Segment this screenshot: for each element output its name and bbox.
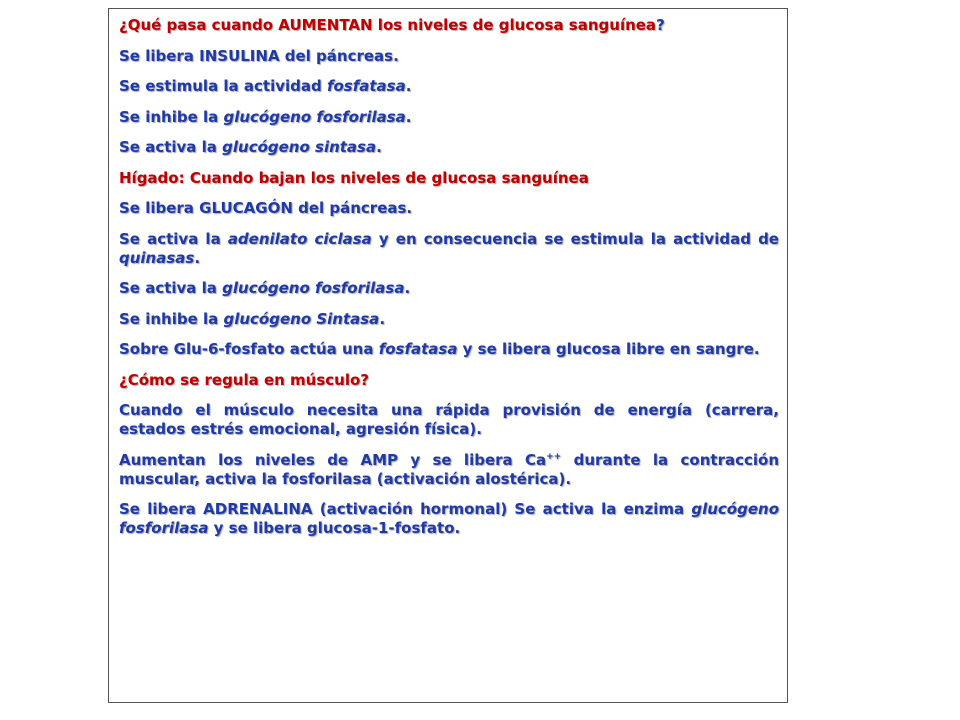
aumentan-line-3-em: glucógeno fosforilasa [223,107,406,126]
higado-line-3 [119,279,779,298]
musculo-line-2-pre: Aumentan los niveles de AMP y se libera Ca [119,450,547,469]
aumentan-line-2-pre: Se estimula la actividad [119,77,327,95]
higado-line-2-em2: quinasas [119,248,195,267]
higado-line-5 [119,340,779,359]
higado-line-5-post: y se libera glucosa libre en sangre. [457,340,760,358]
higado-line-2-pre: Se activa la [119,229,228,248]
musculo-line-2 [119,451,779,489]
higado-line-4-em: glucógeno Sintasa [223,309,380,328]
higado-line-2-mid: y en consecuencia se estimula la actividad de [371,229,779,248]
aumentan-line-4-post: . [376,138,382,156]
higado-line-2-em1: adenilato ciclasa [227,229,372,248]
slide-content [119,16,779,550]
aumentan-line-4-em: glucógeno sintasa [222,138,377,156]
higado-heading: Hígado: Cuando bajan los niveles de glucosa sanguínea [119,168,589,187]
aumentan-line-2 [119,77,779,96]
question-aumentan-text: ¿Qué pasa cuando AUMENTAN los niveles de glucosa sanguínea [119,16,657,34]
aumentan-line-2-post: . [405,77,412,95]
question-musculo: ¿Cómo se regula en músculo? [119,370,369,389]
higado-line-2-post: . [194,248,201,267]
musculo-line-3 [119,500,779,538]
musculo-line-1: Cuando el músculo necesita una rápida provisión de energía (carrera, estados estrés emocional, agresión física). [119,401,779,438]
higado-line-3-post: . [404,279,411,297]
higado-line-2 [119,230,779,268]
question-aumentan [119,16,779,35]
aumentan-line-3 [119,108,779,127]
higado-line-1: Se libera GLUCAGÓN del páncreas. [119,199,413,217]
aumentan-line-2-em: fosfatasa [326,77,406,95]
slide-text-box [108,8,788,703]
musculo-line-3-pre: Se libera ADRENALINA (activación hormonal) Se activa la enzima [119,500,692,518]
musculo-line-3-em: glucógeno fosforilasa [119,500,779,537]
question-aumentan-mark: ? [656,16,665,34]
aumentan-line-3-pre: Se inhibe la [119,107,224,126]
higado-line-4 [119,310,779,329]
higado-line-3-pre: Se activa la [119,279,223,297]
higado-line-4-post: . [379,309,386,328]
higado-line-4-pre: Se inhibe la [119,309,224,328]
higado-line-3-em: glucógeno fosforilasa [222,279,405,297]
higado-line-5-em: fosfatasa [378,340,458,358]
aumentan-line-4 [119,138,779,157]
musculo-line-3-post: y se libera glucosa-1-fosfato. [208,519,461,537]
aumentan-line-1: Se libera INSULINA del páncreas. [119,46,399,65]
aumentan-line-3-post: . [405,107,412,126]
aumentan-line-4-pre: Se activa la [119,138,223,156]
musculo-line-2-post: durante la contracción muscular, activa la fosforilasa (activación alostérica). [119,450,779,488]
musculo-line-2-sup: ++ [546,451,562,462]
higado-line-5-pre: Sobre Glu-6-fosfato actúa una [119,340,379,358]
